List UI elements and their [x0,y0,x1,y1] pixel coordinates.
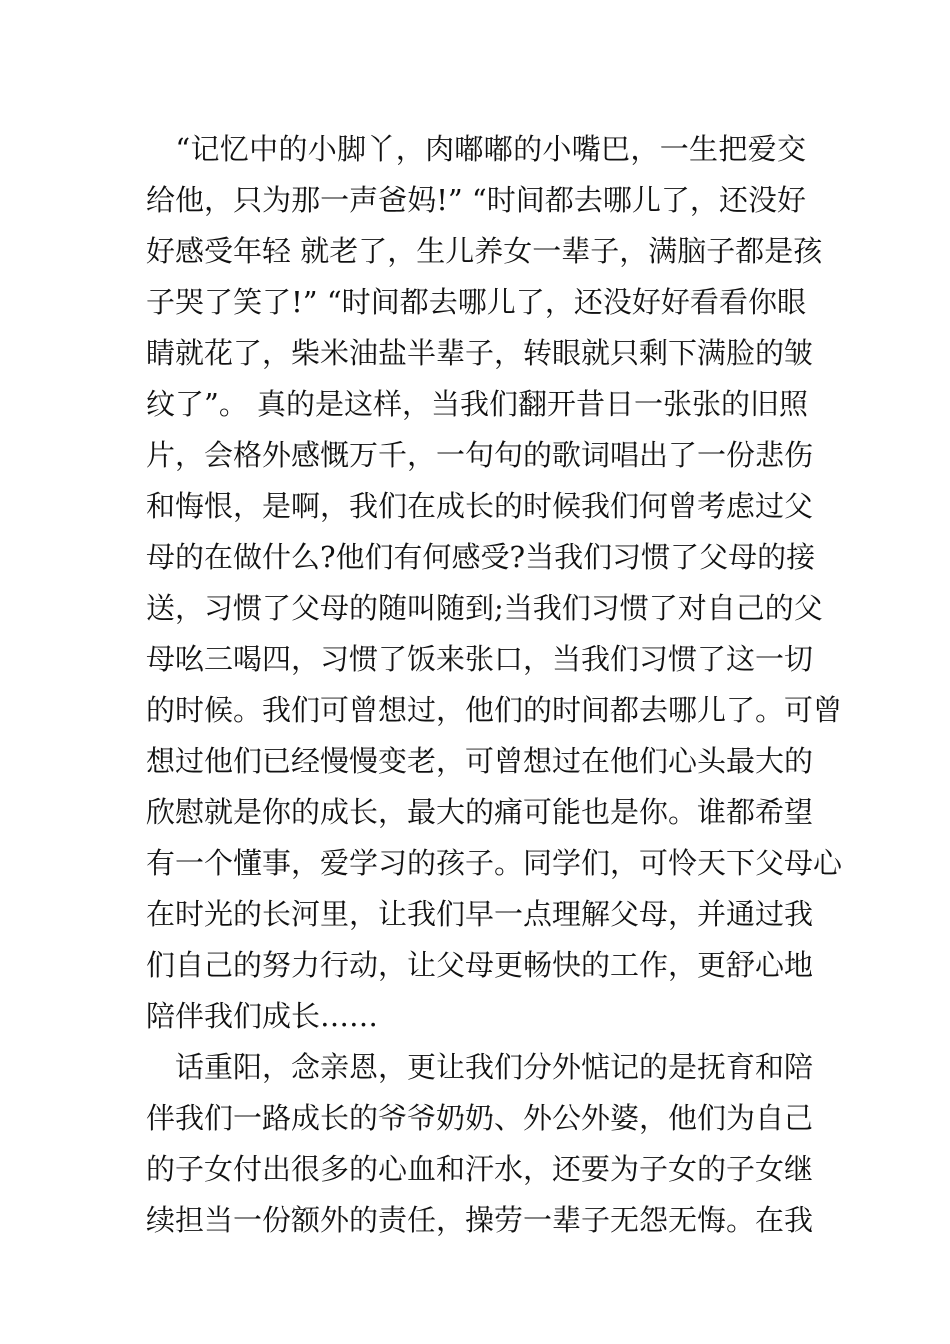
document-page [146,124,843,1246]
text-line: 欣慰就是你的成长，最大的痛可能也是你。谁都希望 [146,795,814,829]
text-line: 陪伴我们成长…… [146,999,379,1033]
text-line: 话重阳，念亲恩，更让我们分外惦记的是抚育和陪 [146,1050,814,1084]
text-line: 好感受年轻 就老了，生儿养女一辈子，满脑子都是孩 [146,234,823,268]
text-line: 给他，只为那一声爸妈!” “时间都去哪儿了，还没好 [146,183,806,217]
text-line: “记忆中的小脚丫，肉嘟嘟的小嘴巴，一生把爱交 [146,132,806,166]
text-line: 在时光的长河里，让我们早一点理解父母，并通过我 [146,897,814,931]
paragraph-double-ninth [146,1042,814,1246]
text-line: 续担当一份额外的责任，操劳一辈子无怨无悔。在我 [146,1203,814,1237]
text-line: 的时候。我们可曾想过，他们的时间都去哪儿了。可曾 [146,693,843,727]
paragraph-time-and-parents [146,124,843,1042]
text-line: 伴我们一路成长的爷爷奶奶、外公外婆，他们为自己 [146,1101,814,1135]
text-line: 想过他们已经慢慢变老，可曾想过在他们心头最大的 [146,744,814,778]
text-line: 的子女付出很多的心血和汗水，还要为子女的子女继 [146,1152,814,1186]
text-line: 纹了”。 真的是这样，当我们翻开昔日一张张的旧照 [146,387,809,421]
text-line: 睛就花了，柴米油盐半辈子，转眼就只剩下满脸的皱 [146,336,814,370]
text-line: 子哭了笑了!” “时间都去哪儿了，还没好好看看你眼 [146,285,806,319]
text-line: 片，会格外感慨万千，一句句的歌词唱出了一份悲伤 [146,438,814,472]
text-line: 有一个懂事，爱学习的孩子。同学们，可怜天下父母心 [146,846,843,880]
text-line: 们自己的努力行动，让父母更畅快的工作，更舒心地 [146,948,814,982]
text-line: 母的在做什么?他们有何感受?当我们习惯了父母的接 [146,540,816,574]
text-line: 和悔恨，是啊，我们在成长的时候我们何曾考虑过父 [146,489,814,523]
text-line: 母吆三喝四，习惯了饭来张口，当我们习惯了这一切 [146,642,814,676]
text-line: 送，习惯了父母的随叫随到;当我们习惯了对自己的父 [146,591,823,625]
